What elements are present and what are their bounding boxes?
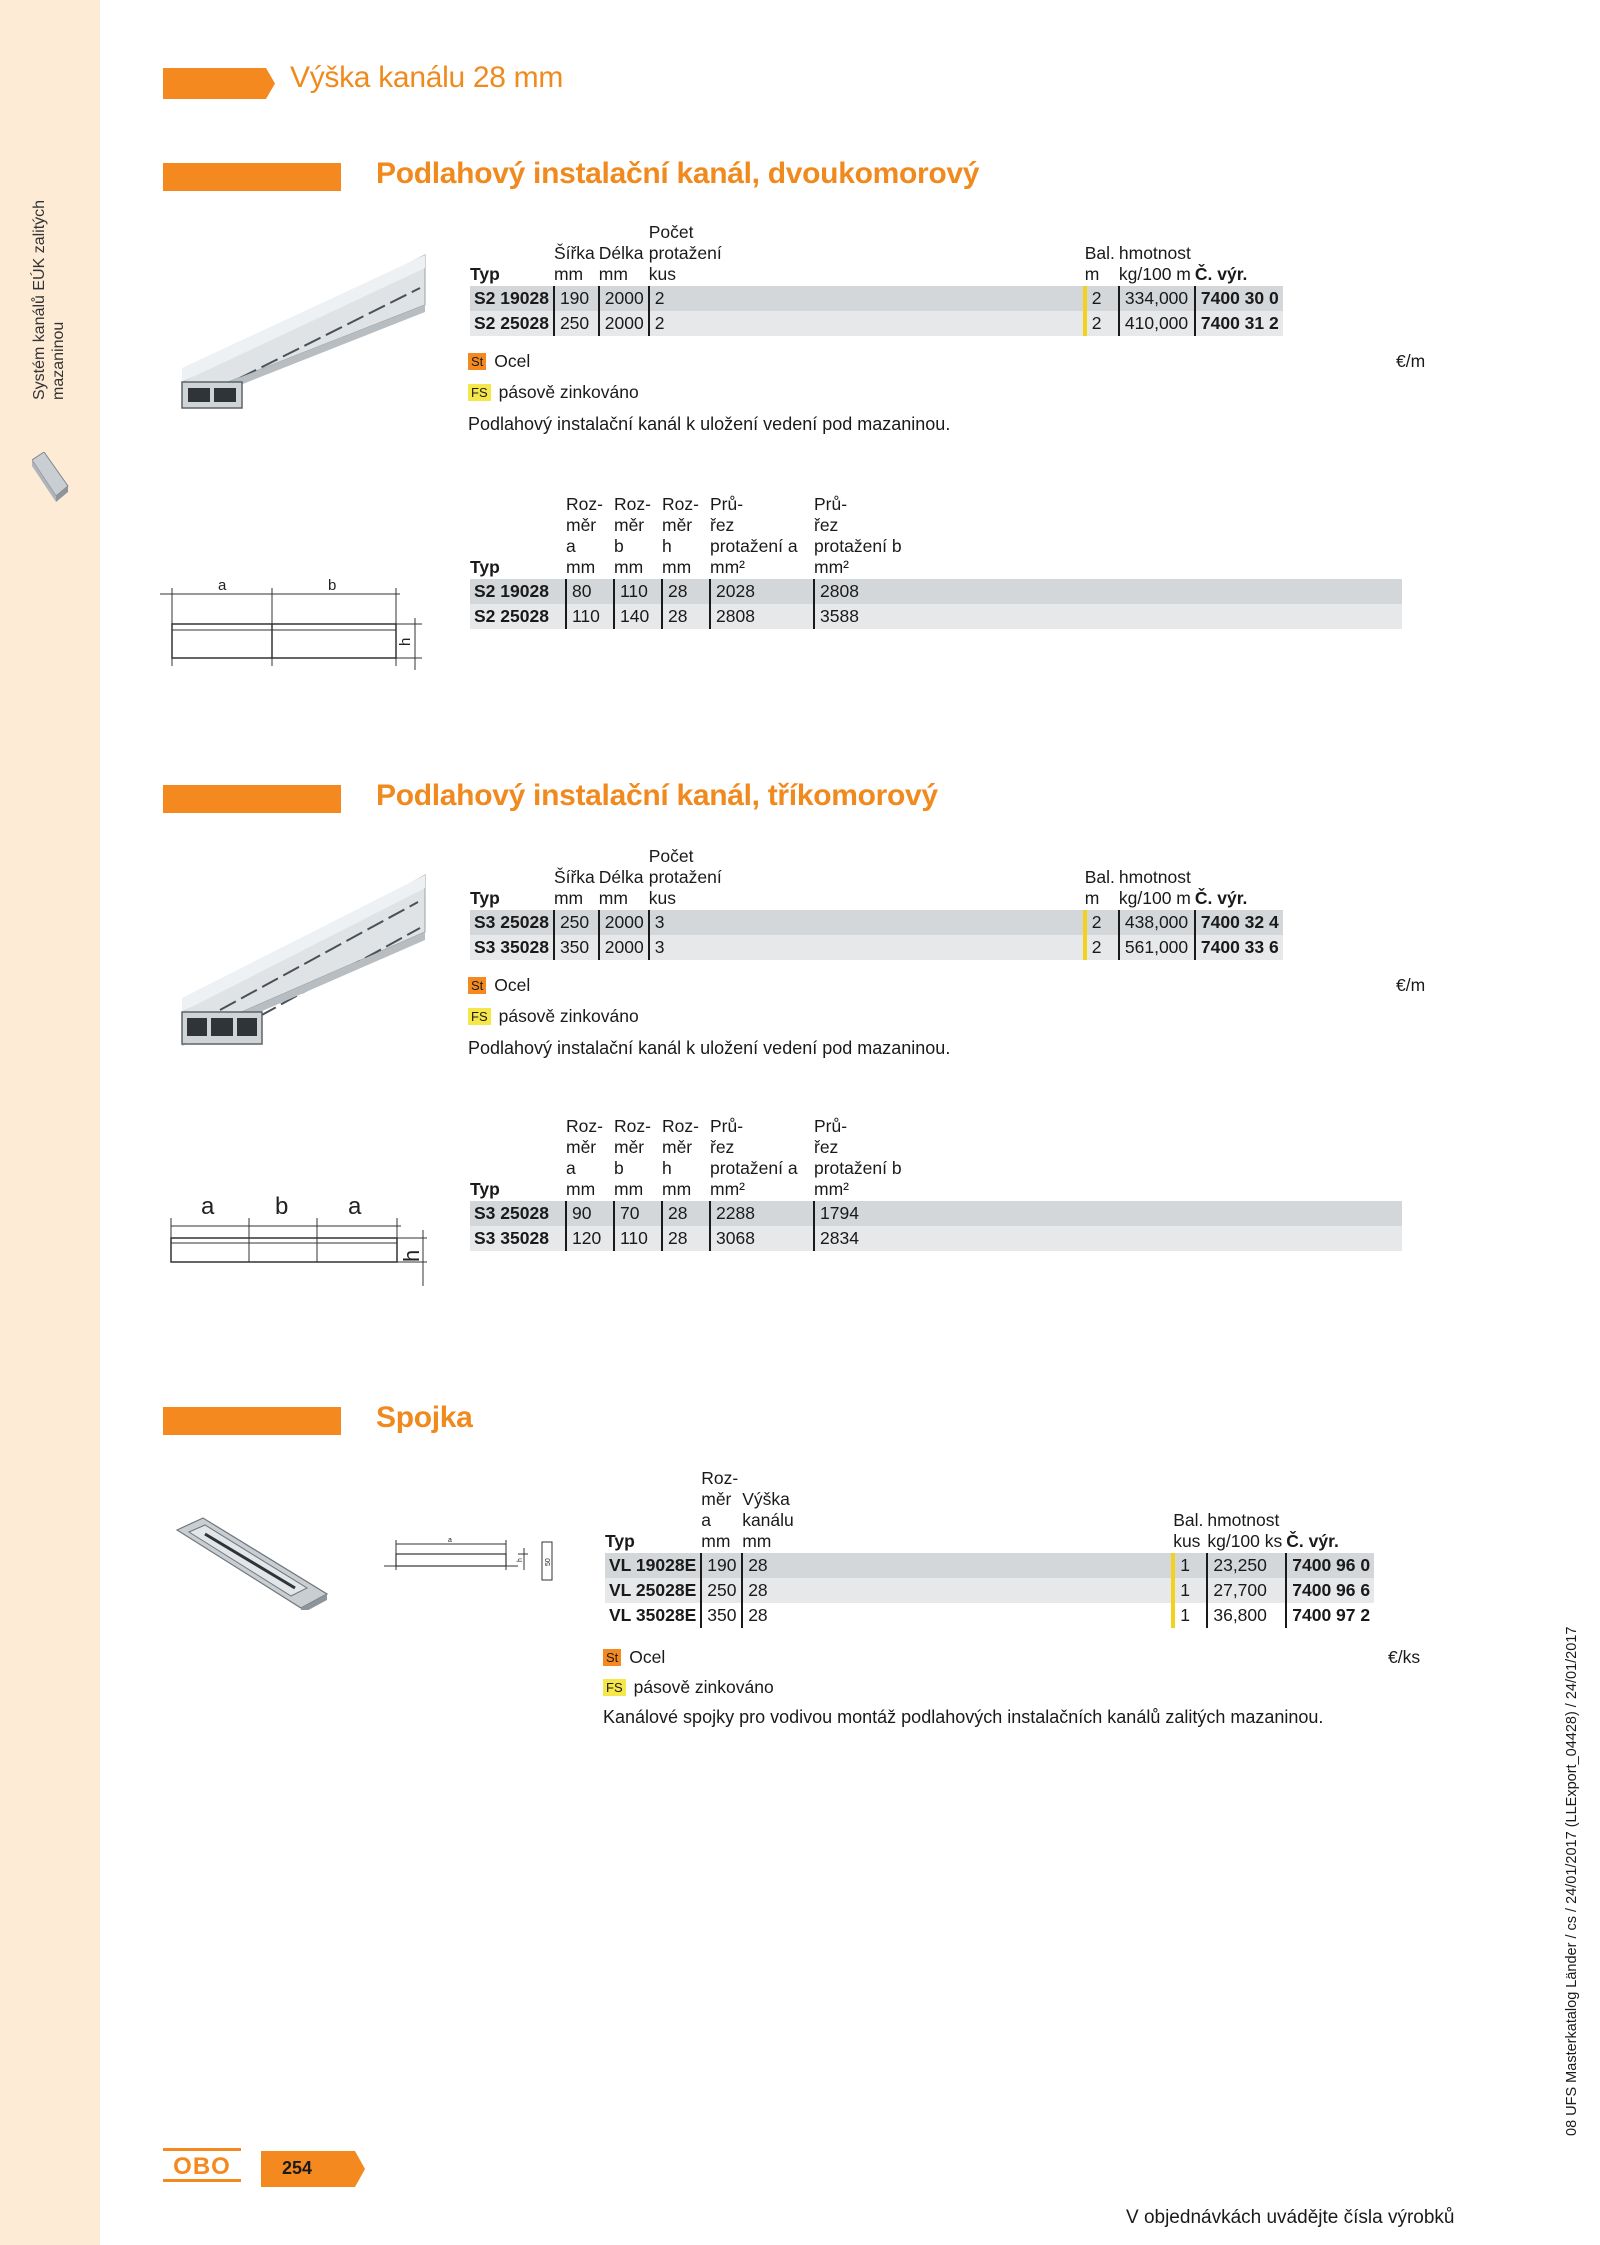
- product-description: Podlahový instalační kanál k uložení vedení pod mazaninou.: [468, 1038, 951, 1058]
- cell-typ: S3 35028: [470, 1226, 566, 1251]
- cell-spacer: [914, 579, 1402, 604]
- cross-section-drawing: [160, 574, 440, 674]
- cell-vyska: 28: [742, 1553, 1173, 1578]
- table-row: [605, 1603, 1374, 1628]
- section-title: Podlahový instalační kanál, tříkomorový: [376, 779, 938, 812]
- col-header-prurez-b: Prů- řez protažení b mm²: [814, 1116, 902, 1199]
- section-bar: [163, 163, 341, 191]
- col-header-prurez-a: Prů- řez protažení a mm²: [710, 494, 798, 577]
- channel-thumbnail-icon: [32, 452, 70, 502]
- cell-spacer: [914, 1226, 1402, 1251]
- col-header-typ: Typ: [470, 888, 500, 908]
- cell-typ: S3 25028: [470, 1201, 566, 1226]
- col-header-delka: Délka mm: [598, 867, 644, 908]
- cell-a: 90: [566, 1201, 614, 1226]
- cell-delka: 2000: [599, 935, 649, 960]
- cell-vyska: 28: [742, 1578, 1173, 1603]
- col-header-pocet: Počet protažení kus: [648, 222, 722, 284]
- cell-rozmer: 190: [701, 1553, 742, 1578]
- material-steel: [603, 1647, 665, 1668]
- col-header-typ: Typ: [605, 1531, 635, 1551]
- table-row: [470, 1226, 1402, 1251]
- table-row: [470, 286, 1283, 311]
- cell-prurez-b: 2808: [814, 579, 914, 604]
- col-header-bal: Bal. m: [1084, 243, 1115, 284]
- cell-b: 140: [614, 604, 662, 629]
- dim-label-h: h: [517, 1558, 524, 1562]
- col-header-b: Roz- měr b mm: [614, 1116, 651, 1199]
- cell-a: 120: [566, 1226, 614, 1251]
- page-title-tag: [163, 68, 275, 99]
- col-header-cvyr: Č. výr.: [1194, 264, 1248, 284]
- cell-sirka: 250: [554, 910, 599, 935]
- fs-badge: FS: [468, 384, 491, 401]
- cell-typ: VL 25028E: [605, 1578, 701, 1603]
- cell-typ: S2 25028: [470, 604, 566, 629]
- col-header-typ: Typ: [470, 557, 500, 577]
- sidebar-chapter-label: [30, 160, 68, 400]
- col-header-sirka: Šířka mm: [553, 243, 595, 284]
- col-header-a: Roz- měr a mm: [566, 1116, 603, 1199]
- cell-cvyr: 7400 96 6: [1286, 1578, 1374, 1603]
- dim-label-h: h: [399, 1249, 424, 1262]
- cell-hmotnost: 438,000: [1119, 910, 1195, 935]
- st-badge: St: [603, 1649, 621, 1666]
- table-row: [470, 910, 1283, 935]
- cell-pocet: 2: [649, 286, 1085, 311]
- cell-sirka: 350: [554, 935, 599, 960]
- two-chamber-channel-image: [180, 250, 430, 420]
- cell-a: 110: [566, 604, 614, 629]
- cell-prurez-b: 2834: [814, 1226, 914, 1251]
- fs-badge: FS: [468, 1008, 491, 1025]
- table-row: [605, 1553, 1374, 1578]
- cell-bal: 1: [1173, 1553, 1207, 1578]
- finish-label: pásově zinkováno: [498, 382, 639, 402]
- dim-label-a-second: a: [348, 1193, 362, 1220]
- cell-pocet: 3: [649, 910, 1085, 935]
- cell-cvyr: 7400 32 4: [1195, 910, 1283, 935]
- price-unit: €/m: [1396, 975, 1426, 995]
- cell-bal: 2: [1085, 935, 1119, 960]
- dim-label-a: a: [218, 577, 227, 594]
- cell-hmotnost: 36,800: [1207, 1603, 1286, 1628]
- col-header-cvyr: Č. výr.: [1286, 1531, 1339, 1551]
- product-description: Kanálové spojky pro vodivou montáž podlahových instalačních kanálů zalitých mazaninou.: [603, 1707, 1324, 1727]
- section-title: Spojka: [376, 1401, 473, 1434]
- product-table: [605, 1468, 1374, 1628]
- cell-prurez-b: 1794: [814, 1201, 914, 1226]
- cell-vyska: 28: [742, 1603, 1173, 1628]
- cell-b: 70: [614, 1201, 662, 1226]
- cell-pocet: 3: [649, 935, 1085, 960]
- material-label: Ocel: [629, 1647, 666, 1667]
- page-number: 254: [282, 2158, 313, 2178]
- cell-b: 110: [614, 1226, 662, 1251]
- dimensions-table: [470, 1116, 1402, 1251]
- cell-cvyr: 7400 96 0: [1286, 1553, 1374, 1578]
- col-header-rozmer: Roz- měr a mm: [701, 1468, 739, 1551]
- col-header-h: Roz- měr h mm: [662, 1116, 699, 1199]
- col-header-typ: Typ: [470, 264, 500, 284]
- cell-hmotnost: 410,000: [1119, 311, 1195, 336]
- cell-delka: 2000: [599, 910, 649, 935]
- dim-label-50: 50: [545, 1558, 552, 1566]
- table-row: [470, 579, 1402, 604]
- cell-prurez-a: 3068: [710, 1226, 814, 1251]
- cell-rozmer: 250: [701, 1578, 742, 1603]
- finish-label: pásově zinkováno: [498, 1006, 639, 1026]
- cell-sirka: 190: [554, 286, 599, 311]
- col-header-delka: Délka mm: [598, 243, 644, 284]
- col-header-prurez-b: Prů- řez protažení b mm²: [814, 494, 902, 577]
- st-badge: St: [468, 977, 486, 994]
- page-number-tag: [261, 2151, 365, 2187]
- col-header-sirka: Šířka mm: [553, 867, 595, 908]
- cell-rozmer: 350: [701, 1603, 742, 1628]
- sidebar-line: mazaninou: [50, 321, 67, 400]
- page-title: Výška kanálu 28 mm: [290, 61, 564, 94]
- cell-prurez-a: 2028: [710, 579, 814, 604]
- col-header-bal: Bal. m: [1084, 867, 1115, 908]
- cell-typ: VL 19028E: [605, 1553, 701, 1578]
- cell-bal: 2: [1085, 311, 1119, 336]
- cell-hmotnost: 23,250: [1207, 1553, 1286, 1578]
- cell-cvyr: 7400 31 2: [1195, 311, 1283, 336]
- table-row: [605, 1578, 1374, 1603]
- col-header-b: Roz- měr b mm: [614, 494, 651, 577]
- material-steel: [468, 351, 530, 372]
- catalog-reference: 08 UFS Masterkatalog Länder / cs / 24/01/2017 (LLExport_04428) / 24/01/2017: [1564, 1626, 1580, 2136]
- cell-h: 28: [662, 604, 710, 629]
- product-table: [470, 222, 1283, 336]
- cell-cvyr: 7400 97 2: [1286, 1603, 1374, 1628]
- cell-prurez-a: 2288: [710, 1201, 814, 1226]
- material-finish: [468, 382, 639, 403]
- cell-bal: 2: [1085, 286, 1119, 311]
- col-header-spacer: [914, 494, 1402, 579]
- cell-a: 80: [566, 579, 614, 604]
- price-unit: €/m: [1396, 351, 1426, 371]
- col-header-a: Roz- měr a mm: [566, 494, 603, 577]
- cell-hmotnost: 334,000: [1119, 286, 1195, 311]
- price-unit: €/ks: [1388, 1647, 1421, 1667]
- cell-prurez-b: 3588: [814, 604, 914, 629]
- material-finish: [468, 1006, 639, 1027]
- col-header-prurez-a: Prů- řez protažení a mm²: [710, 1116, 798, 1199]
- material-label: Ocel: [494, 351, 531, 371]
- col-header-hmotnost: hmotnost kg/100 ks: [1207, 1510, 1283, 1551]
- section-bar: [163, 785, 341, 813]
- coupler-drawing: [382, 1534, 562, 1584]
- col-header-pocet: Počet protažení kus: [648, 846, 722, 908]
- dim-label-a: a: [448, 1537, 452, 1544]
- cell-prurez-a: 2808: [710, 604, 814, 629]
- cell-spacer: [914, 604, 1402, 629]
- col-header-h: Roz- měr h mm: [662, 494, 699, 577]
- cell-pocet: 2: [649, 311, 1085, 336]
- cell-b: 110: [614, 579, 662, 604]
- cell-h: 28: [662, 1226, 710, 1251]
- cell-delka: 2000: [599, 311, 649, 336]
- cell-h: 28: [662, 1201, 710, 1226]
- cell-typ: S2 19028: [470, 579, 566, 604]
- cell-typ: S2 25028: [470, 311, 554, 336]
- cell-spacer: [914, 1201, 1402, 1226]
- sidebar-line: Systém kanálů EÚK zalitých: [31, 199, 48, 400]
- finish-label: pásově zinkováno: [633, 1677, 774, 1697]
- cross-section-drawing: [165, 1190, 445, 1290]
- cell-sirka: 250: [554, 311, 599, 336]
- col-header-bal: Bal. kus: [1173, 1510, 1204, 1551]
- coupler-image: [175, 1510, 335, 1610]
- col-header-cvyr: Č. výr.: [1194, 888, 1248, 908]
- dim-label-h: h: [397, 637, 414, 646]
- cell-bal: 2: [1085, 910, 1119, 935]
- cell-bal: 1: [1173, 1603, 1207, 1628]
- section-bar: [163, 1407, 341, 1435]
- cell-typ: S2 19028: [470, 286, 554, 311]
- table-row: [470, 1201, 1402, 1226]
- product-description: Podlahový instalační kanál k uložení vedení pod mazaninou.: [468, 414, 951, 434]
- dim-label-a: a: [201, 1193, 215, 1220]
- material-label: Ocel: [494, 975, 531, 995]
- dim-label-b: b: [275, 1193, 289, 1220]
- cell-typ: S3 35028: [470, 935, 554, 960]
- three-chamber-channel-image: [180, 870, 430, 1070]
- material-finish: [603, 1677, 774, 1698]
- cell-typ: S3 25028: [470, 910, 554, 935]
- col-header-typ: Typ: [470, 1179, 500, 1199]
- dim-label-b: b: [328, 577, 337, 594]
- table-row: [470, 604, 1402, 629]
- material-steel: [468, 975, 530, 996]
- product-table: [470, 846, 1283, 960]
- col-header-spacer: [914, 1116, 1402, 1201]
- cell-delka: 2000: [599, 286, 649, 311]
- footer-note: V objednávkách uvádějte čísla výrobků: [1126, 2207, 1455, 2228]
- table-row: [470, 311, 1283, 336]
- col-header-hmotnost: hmotnost kg/100 m: [1118, 867, 1191, 908]
- table-row: [470, 935, 1283, 960]
- col-header-vyska: Výška kanálu mm: [742, 1489, 794, 1551]
- logo-text: OBO: [173, 2153, 231, 2180]
- cell-typ: VL 35028E: [605, 1603, 701, 1628]
- st-badge: St: [468, 353, 486, 370]
- fs-badge: FS: [603, 1679, 626, 1696]
- col-header-hmotnost: hmotnost kg/100 m: [1118, 243, 1191, 284]
- cell-h: 28: [662, 579, 710, 604]
- dimensions-table: [470, 494, 1402, 629]
- obo-logo: [163, 2148, 241, 2182]
- section-title: Podlahový instalační kanál, dvoukomorový: [376, 157, 980, 190]
- cell-cvyr: 7400 33 6: [1195, 935, 1283, 960]
- cell-hmotnost: 27,700: [1207, 1578, 1286, 1603]
- cell-cvyr: 7400 30 0: [1195, 286, 1283, 311]
- cell-hmotnost: 561,000: [1119, 935, 1195, 960]
- cell-bal: 1: [1173, 1578, 1207, 1603]
